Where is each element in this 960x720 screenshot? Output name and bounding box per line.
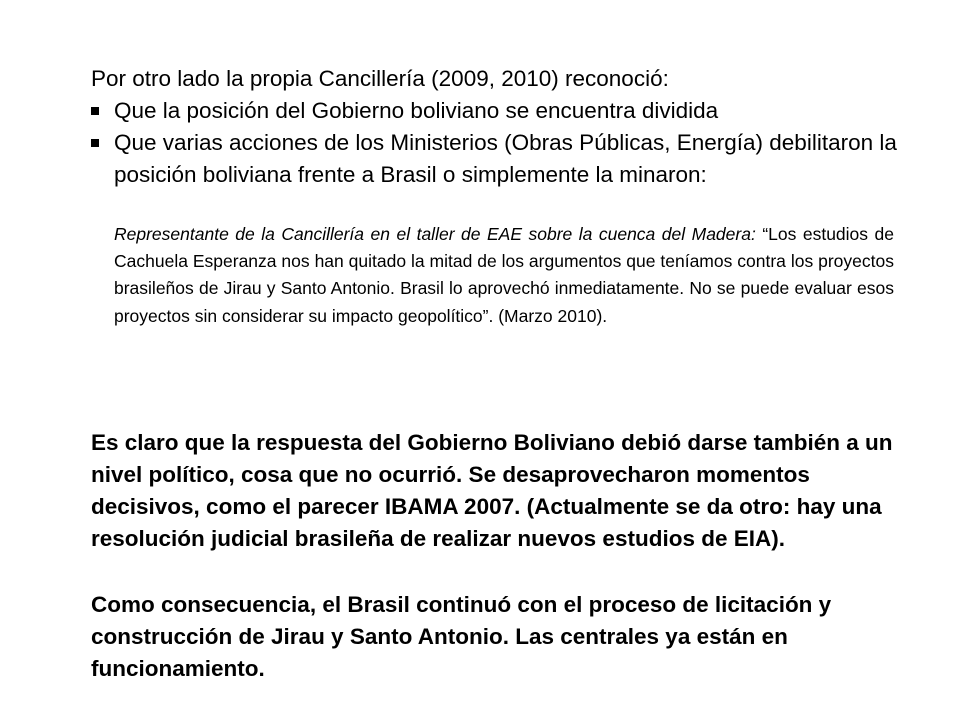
conclusion-paragraph: Es claro que la respuesta del Gobierno Boliviano debió darse también a un nivel político, cosa que no ocurrió. Se desaprovecharon momentos decisivos, como el parecer IBAMA 2007. (Actualmente se da otro: hay una resolución judicial brasileña de realizar nuevos estudios de EIA). (91, 430, 893, 551)
bullet-item (91, 127, 911, 191)
quote-text: “Los estudios de Cachuela Esperanza nos han quitado la mitad de los argumentos que teníamos contra los proyectos brasileños de Jirau y Santo Antonio. Brasil lo aprovechó inmediatamente. No se puede evaluar esos proyectos sin considerar su impacto geopolítico”. (Marzo 2010). (114, 224, 894, 326)
square-bullet-icon (91, 107, 99, 115)
intro-text: Por otro lado la propia Cancillería (2009, 2010) reconoció: (91, 66, 669, 91)
quote-source-label: Representante de la Cancillería en el taller de EAE sobre la cuenca del Madera: (114, 224, 756, 244)
bullet-text: Que varias acciones de los Ministerios (Obras Públicas, Energía) debilitaron la posición boliviana frente a Brasil o simplemente la minaron: (114, 130, 897, 187)
quote-block (114, 221, 894, 330)
consequence-paragraph: Como consecuencia, el Brasil continuó con el proceso de licitación y construcción de Jirau y Santo Antonio. Las centrales ya están en funcionamiento. (91, 592, 832, 681)
bullet-text: Que la posición del Gobierno boliviano se encuentra dividida (114, 98, 719, 123)
bullet-item (91, 95, 911, 127)
square-bullet-icon (91, 139, 99, 147)
bullet-list (91, 95, 911, 191)
